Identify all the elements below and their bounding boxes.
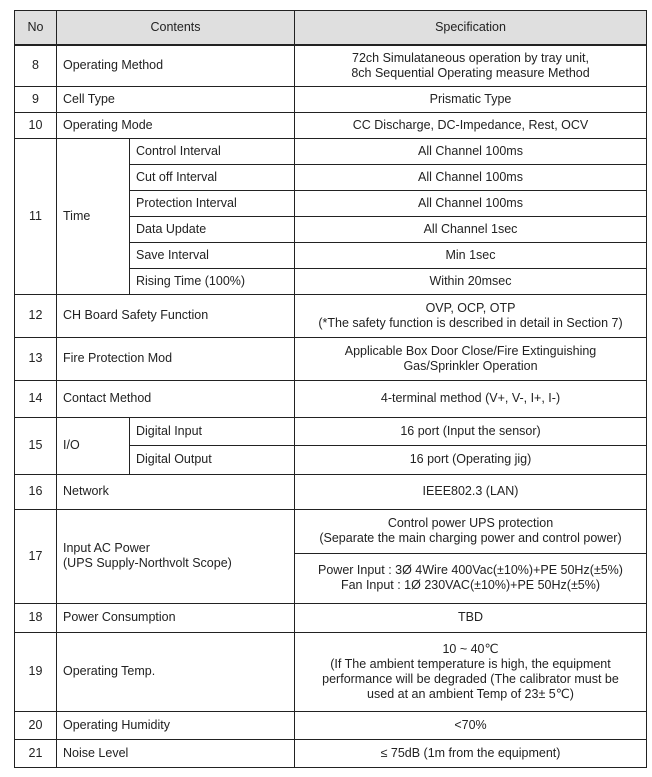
row-spec: 16 port (Input the sensor): [295, 417, 647, 445]
spec-line: used at an ambient Temp of 23± 5℃): [367, 686, 574, 701]
row-content: Fire Protection Mod: [57, 337, 295, 380]
row-content: Network: [57, 474, 295, 509]
row-content: Operating Humidity: [57, 711, 295, 739]
table-row: [15, 45, 647, 86]
spec-line: (If The ambient temperature is high, the equipment: [330, 656, 611, 671]
row-spec: Within 20msec: [295, 268, 647, 294]
row-spec: Prismatic Type: [295, 86, 647, 112]
row-number: 10: [15, 112, 57, 138]
row-spec: [295, 632, 647, 711]
sub-label: Digital Output: [130, 445, 295, 474]
row-spec: ≤ 75dB (1m from the equipment): [295, 739, 647, 767]
content-line: Input AC Power: [63, 541, 150, 555]
row-number: 20: [15, 711, 57, 739]
row-spec: [295, 337, 647, 380]
row-spec: All Channel 1sec: [295, 216, 647, 242]
row-number: 21: [15, 739, 57, 767]
table-row: [15, 337, 647, 380]
spec-line: Power Input : 3Ø 4Wire 400Vac(±10%)+PE 50Hz(±5%): [318, 563, 623, 577]
header-contents: Contents: [57, 11, 295, 46]
row-spec: All Channel 100ms: [295, 138, 647, 164]
spec-line: OVP, OCP, OTP: [425, 300, 516, 315]
row-spec: Min 1sec: [295, 242, 647, 268]
row-spec: All Channel 100ms: [295, 164, 647, 190]
spec-line: Gas/Sprinkler Operation: [403, 358, 538, 373]
row-spec: IEEE802.3 (LAN): [295, 474, 647, 509]
row-spec: [295, 294, 647, 337]
row-content: Operating Method: [57, 45, 295, 86]
spec-line: Applicable Box Door Close/Fire Extinguishing: [344, 343, 597, 358]
table-row: [15, 294, 647, 337]
table-row: [15, 112, 647, 138]
row-spec: CC Discharge, DC-Impedance, Rest, OCV: [295, 112, 647, 138]
spec-line: 8ch Sequential Operating measure Method: [351, 65, 590, 80]
sub-label: Data Update: [130, 216, 295, 242]
specification-table: [14, 10, 647, 768]
sub-label: Cut off Interval: [130, 164, 295, 190]
table-row: [15, 380, 647, 417]
header-specification: Specification: [295, 11, 647, 46]
sub-label: Protection Interval: [130, 190, 295, 216]
row-content: CH Board Safety Function: [57, 294, 295, 337]
sub-label: Digital Input: [130, 417, 295, 445]
table-row: [15, 509, 647, 553]
spec-line: 72ch Simulataneous operation by tray unit,: [352, 50, 589, 65]
row-content: Operating Temp.: [57, 632, 295, 711]
header-no: No: [15, 11, 57, 46]
row-content: Power Consumption: [57, 603, 295, 632]
table-row: [15, 739, 647, 767]
row-number: 8: [15, 45, 57, 86]
row-number: 16: [15, 474, 57, 509]
spec-line: 10 ~ 40℃: [442, 641, 499, 656]
row-content: I/O: [57, 417, 130, 474]
header-row: [15, 11, 647, 46]
row-number: 13: [15, 337, 57, 380]
table-row: [15, 86, 647, 112]
row-content: Cell Type: [57, 86, 295, 112]
row-spec: All Channel 100ms: [295, 190, 647, 216]
row-spec: [295, 509, 647, 553]
row-content: Contact Method: [57, 380, 295, 417]
table-row: [15, 138, 647, 164]
row-number: 9: [15, 86, 57, 112]
row-spec: TBD: [295, 603, 647, 632]
table-row: [15, 632, 647, 711]
spec-line: Control power UPS protection: [387, 516, 554, 530]
row-number: 14: [15, 380, 57, 417]
row-content: Operating Mode: [57, 112, 295, 138]
row-spec: [295, 45, 647, 86]
spec-line: (*The safety function is described in detail in Section 7): [318, 315, 623, 330]
row-number: 11: [15, 138, 57, 294]
row-number: 12: [15, 294, 57, 337]
row-spec: 16 port (Operating jig): [295, 445, 647, 474]
table-row: [15, 417, 647, 445]
row-number: 15: [15, 417, 57, 474]
spec-line: (Separate the main charging power and control power): [319, 531, 622, 545]
spec-table-wrapper: [14, 10, 647, 768]
sub-label: Rising Time (100%): [130, 268, 295, 294]
row-number: 17: [15, 509, 57, 603]
sub-label: Control Interval: [130, 138, 295, 164]
spec-line: performance will be degraded (The calibrator must be: [322, 671, 619, 686]
table-row: [15, 603, 647, 632]
row-spec: 4-terminal method (V+, V-, I+, I-): [295, 380, 647, 417]
row-content: Noise Level: [57, 739, 295, 767]
spec-line: Fan Input : 1Ø 230VAC(±10%)+PE 50Hz(±5%): [340, 578, 601, 592]
row-spec: <70%: [295, 711, 647, 739]
row-content: [57, 509, 295, 603]
row-number: 18: [15, 603, 57, 632]
row-spec: [295, 553, 647, 603]
sub-label: Save Interval: [130, 242, 295, 268]
table-row: [15, 711, 647, 739]
row-number: 19: [15, 632, 57, 711]
content-line: (UPS Supply-Northvolt Scope): [63, 556, 232, 570]
row-content: Time: [57, 138, 130, 294]
table-row: [15, 474, 647, 509]
